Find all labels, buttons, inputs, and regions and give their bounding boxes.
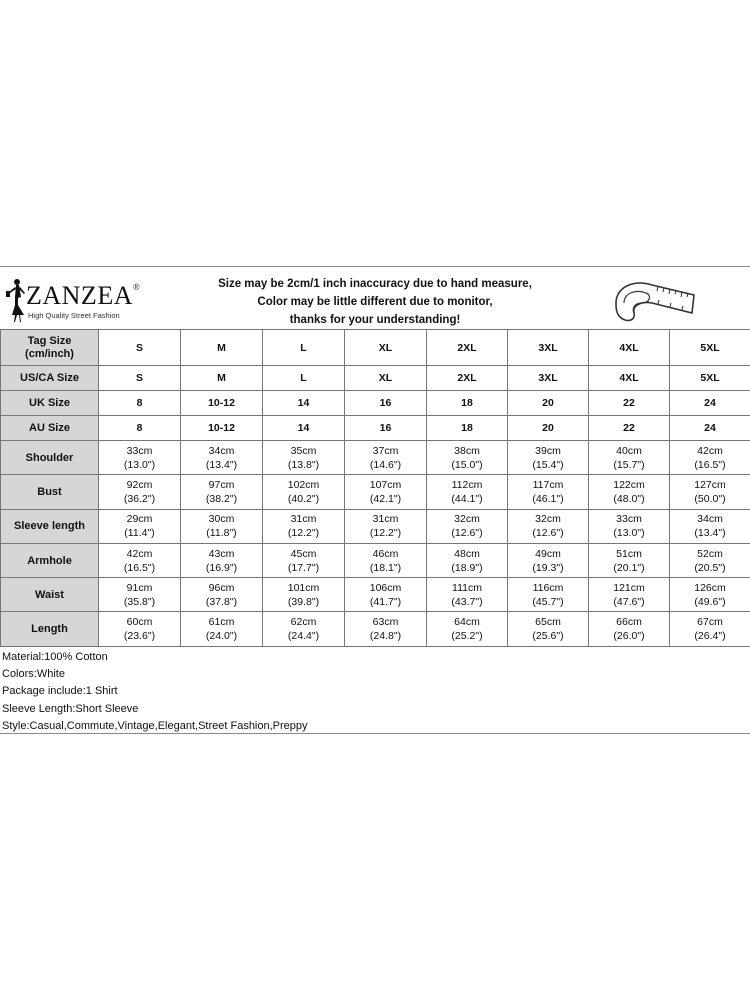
cm-value: 116cm bbox=[532, 581, 564, 594]
cm-value: 60cm bbox=[126, 616, 153, 629]
table-cell bbox=[589, 612, 670, 646]
table-cell bbox=[427, 509, 508, 543]
table-cell bbox=[99, 543, 181, 577]
cm-value: 33cm bbox=[616, 513, 642, 526]
cm-value: 33cm bbox=[126, 444, 153, 457]
table-cell bbox=[427, 475, 508, 509]
table-cell bbox=[589, 509, 670, 543]
table-cell: 5XL bbox=[670, 366, 750, 391]
cm-value: 39cm bbox=[535, 444, 561, 457]
inch-value: (15.4") bbox=[532, 458, 564, 471]
inch-value: (26.0") bbox=[613, 630, 645, 643]
cm-value: 31cm bbox=[372, 513, 399, 526]
cm-value: 122cm bbox=[613, 478, 645, 491]
cm-value: 101cm bbox=[287, 581, 320, 594]
table-cell: 20 bbox=[508, 391, 589, 416]
table-row bbox=[1, 416, 750, 441]
size-cell: 4XL bbox=[589, 330, 670, 366]
table-cell bbox=[508, 543, 589, 577]
cm-value: 65cm bbox=[535, 616, 561, 629]
measuring-tape-icon bbox=[612, 273, 698, 325]
info-line: Material:100% Cotton bbox=[2, 651, 108, 663]
table-cell: 8 bbox=[99, 391, 181, 416]
inch-value: (40.2") bbox=[287, 492, 320, 505]
info-line: Colors:White bbox=[2, 668, 65, 681]
inch-value: (12.6") bbox=[532, 527, 564, 540]
info-line: Style:Casual,Commute,Vintage,Elegant,Street Fashion,Preppy bbox=[2, 719, 308, 732]
note-line: Size may be 2cm/1 inch inaccuracy due to hand measure, bbox=[218, 278, 532, 290]
table-cell bbox=[345, 441, 427, 475]
table-cell: 8 bbox=[99, 416, 181, 441]
table-cell: L bbox=[263, 366, 345, 391]
inch-value: (24.4") bbox=[287, 630, 320, 643]
inch-value: (14.6") bbox=[369, 458, 402, 471]
header-label: Tag Size bbox=[27, 334, 72, 347]
size-cell: S bbox=[99, 330, 181, 366]
table-cell bbox=[589, 475, 670, 509]
inch-value: (19.3") bbox=[532, 561, 564, 574]
table-cell: 14 bbox=[263, 391, 345, 416]
table-cell bbox=[670, 475, 750, 509]
inch-value: (24.0") bbox=[205, 630, 238, 643]
table-cell bbox=[508, 441, 589, 475]
table-cell: M bbox=[181, 366, 263, 391]
row-header: Bust bbox=[1, 475, 99, 509]
size-cell: XL bbox=[345, 330, 427, 366]
table-cell bbox=[99, 612, 181, 646]
inch-value: (20.1") bbox=[613, 561, 645, 574]
table-cell bbox=[99, 509, 181, 543]
inch-value: (13.8") bbox=[287, 458, 320, 471]
row-header: Shoulder bbox=[1, 441, 99, 475]
inch-value: (46.1") bbox=[532, 492, 564, 505]
chart-header bbox=[0, 267, 750, 329]
inch-value: (25.2") bbox=[451, 630, 483, 643]
size-cell: 3XL bbox=[508, 330, 589, 366]
table-cell bbox=[99, 441, 181, 475]
inch-value: (35.8") bbox=[123, 595, 156, 608]
inch-value: (15.0") bbox=[451, 458, 483, 471]
cm-value: 92cm bbox=[126, 478, 153, 491]
table-cell bbox=[589, 578, 670, 612]
inch-value: (16.5") bbox=[123, 561, 156, 574]
cm-value: 126cm bbox=[694, 581, 726, 594]
size-cell: M bbox=[181, 330, 263, 366]
cm-value: 106cm bbox=[369, 581, 402, 594]
inch-value: (39.8") bbox=[287, 595, 320, 608]
inch-value: (11.4") bbox=[124, 527, 155, 540]
table-cell: 14 bbox=[263, 416, 345, 441]
table-row bbox=[1, 612, 750, 646]
inch-value: (23.6") bbox=[123, 630, 156, 643]
table-cell: 18 bbox=[427, 416, 508, 441]
table-row bbox=[1, 441, 750, 475]
cm-value: 40cm bbox=[616, 444, 642, 457]
table-cell bbox=[589, 441, 670, 475]
cm-value: 112cm bbox=[451, 478, 483, 491]
cm-value: 42cm bbox=[697, 444, 723, 457]
inch-value: (15.7") bbox=[613, 458, 645, 471]
header-label-unit: (cm/inch) bbox=[25, 347, 74, 360]
table-cell: 18 bbox=[427, 391, 508, 416]
info-line: Package include:1 Shirt bbox=[2, 685, 118, 698]
inch-value: (20.5") bbox=[694, 561, 726, 574]
cm-value: 63cm bbox=[372, 616, 399, 629]
cm-value: 61cm bbox=[208, 616, 235, 629]
table-cell: 2XL bbox=[427, 366, 508, 391]
brand-logo bbox=[4, 273, 144, 325]
table-cell bbox=[99, 578, 181, 612]
table-cell bbox=[427, 441, 508, 475]
cm-value: 64cm bbox=[454, 616, 480, 629]
inch-value: (12.2") bbox=[287, 527, 320, 540]
inch-value: (12.2") bbox=[369, 527, 402, 540]
table-cell bbox=[181, 543, 263, 577]
cm-value: 121cm bbox=[613, 581, 645, 594]
row-header: Armhole bbox=[1, 543, 99, 577]
table-row bbox=[1, 330, 750, 366]
inch-value: (13.0") bbox=[123, 458, 156, 471]
measurement-notes bbox=[170, 275, 580, 329]
cm-value: 35cm bbox=[290, 444, 317, 457]
table-cell bbox=[508, 475, 589, 509]
inch-value: (13.0") bbox=[613, 527, 645, 540]
table-cell: 16 bbox=[345, 416, 427, 441]
inch-value: (11.8") bbox=[206, 527, 237, 540]
table-cell bbox=[263, 612, 345, 646]
inch-value: (36.2") bbox=[123, 492, 156, 505]
table-cell bbox=[427, 612, 508, 646]
brand-name: ZANZEA® bbox=[26, 281, 141, 310]
row-header: UK Size bbox=[1, 391, 99, 416]
table-cell bbox=[181, 612, 263, 646]
table-cell bbox=[263, 578, 345, 612]
cm-value: 34cm bbox=[697, 513, 723, 526]
inch-value: (24.8") bbox=[369, 630, 402, 643]
cm-value: 96cm bbox=[208, 581, 235, 594]
table-row bbox=[1, 543, 750, 577]
cm-value: 46cm bbox=[372, 547, 399, 560]
inch-value: (13.4") bbox=[205, 458, 238, 471]
size-cell: 5XL bbox=[670, 330, 750, 366]
table-cell bbox=[263, 509, 345, 543]
size-cell: 2XL bbox=[427, 330, 508, 366]
table-cell bbox=[670, 509, 750, 543]
table-cell bbox=[181, 475, 263, 509]
cm-value: 32cm bbox=[535, 513, 561, 526]
cm-value: 45cm bbox=[290, 547, 317, 560]
table-cell bbox=[670, 543, 750, 577]
cm-value: 66cm bbox=[616, 616, 642, 629]
inch-value: (44.1") bbox=[451, 492, 483, 505]
cm-value: 117cm bbox=[532, 478, 564, 491]
table-cell: S bbox=[99, 366, 181, 391]
inch-value: (17.7") bbox=[287, 561, 320, 574]
inch-value: (37.8") bbox=[205, 595, 238, 608]
table-cell bbox=[263, 543, 345, 577]
table-cell bbox=[427, 543, 508, 577]
table-cell bbox=[263, 475, 345, 509]
table-cell: 3XL bbox=[508, 366, 589, 391]
note-line: Color may be little different due to monitor, bbox=[257, 296, 493, 308]
inch-value: (47.6") bbox=[613, 595, 645, 608]
table-cell: 22 bbox=[589, 416, 670, 441]
cm-value: 51cm bbox=[616, 547, 642, 560]
product-info bbox=[0, 649, 750, 735]
table-cell bbox=[670, 441, 750, 475]
inch-value: (16.9") bbox=[205, 561, 238, 574]
cm-value: 49cm bbox=[535, 547, 561, 560]
size-table bbox=[0, 329, 750, 647]
inch-value: (50.0") bbox=[694, 492, 726, 505]
table-cell: 24 bbox=[670, 416, 750, 441]
cm-value: 62cm bbox=[290, 616, 317, 629]
table-cell bbox=[345, 509, 427, 543]
inch-value: (26.4") bbox=[694, 630, 726, 643]
inch-value: (12.6") bbox=[451, 527, 483, 540]
cm-value: 37cm bbox=[372, 444, 399, 457]
row-header bbox=[1, 330, 99, 366]
cm-value: 67cm bbox=[697, 616, 723, 629]
row-header: US/CA Size bbox=[1, 366, 99, 391]
table-cell: 10-12 bbox=[181, 391, 263, 416]
table-cell: 24 bbox=[670, 391, 750, 416]
table-cell bbox=[99, 475, 181, 509]
table-cell: 16 bbox=[345, 391, 427, 416]
cm-value: 48cm bbox=[454, 547, 480, 560]
table-cell bbox=[263, 441, 345, 475]
cm-value: 30cm bbox=[208, 513, 235, 526]
table-cell bbox=[427, 578, 508, 612]
inch-value: (41.7") bbox=[369, 595, 402, 608]
table-cell bbox=[181, 578, 263, 612]
inch-value: (48.0") bbox=[613, 492, 645, 505]
note-line: thanks for your understanding! bbox=[289, 314, 461, 326]
row-header: Sleeve length bbox=[1, 509, 99, 543]
table-cell bbox=[670, 612, 750, 646]
table-row bbox=[1, 366, 750, 391]
inch-value: (13.4") bbox=[694, 527, 726, 540]
cm-value: 97cm bbox=[208, 478, 235, 491]
cm-value: 29cm bbox=[126, 513, 153, 526]
row-header: Waist bbox=[1, 578, 99, 612]
cm-value: 32cm bbox=[454, 513, 480, 526]
cm-value: 127cm bbox=[694, 478, 726, 491]
row-header: Length bbox=[1, 612, 99, 646]
table-cell bbox=[345, 612, 427, 646]
table-row bbox=[1, 391, 750, 416]
info-line: Sleeve Length:Short Sleeve bbox=[2, 702, 139, 715]
row-header: AU Size bbox=[1, 416, 99, 441]
table-cell: 20 bbox=[508, 416, 589, 441]
table-cell: 10-12 bbox=[181, 416, 263, 441]
table-cell: 22 bbox=[589, 391, 670, 416]
table-cell bbox=[589, 543, 670, 577]
table-cell bbox=[181, 509, 263, 543]
table-row bbox=[1, 475, 750, 509]
table-cell bbox=[508, 578, 589, 612]
table-cell bbox=[181, 441, 263, 475]
table-row bbox=[1, 578, 750, 612]
table-cell bbox=[670, 578, 750, 612]
size-cell: L bbox=[263, 330, 345, 366]
woman-silhouette-icon bbox=[4, 277, 26, 323]
table-cell: 4XL bbox=[589, 366, 670, 391]
cm-value: 107cm bbox=[369, 478, 402, 491]
inch-value: (18.9") bbox=[451, 561, 483, 574]
cm-value: 102cm bbox=[287, 478, 320, 491]
table-row bbox=[1, 509, 750, 543]
cm-value: 52cm bbox=[697, 547, 723, 560]
cm-value: 38cm bbox=[454, 444, 480, 457]
table-cell bbox=[345, 578, 427, 612]
brand-tagline: High Quality Street Fashion bbox=[28, 311, 120, 320]
inch-value: (16.5") bbox=[694, 458, 726, 471]
cm-value: 31cm bbox=[290, 513, 317, 526]
cm-value: 42cm bbox=[126, 547, 153, 560]
inch-value: (43.7") bbox=[451, 595, 483, 608]
cm-value: 111cm bbox=[452, 581, 482, 594]
inch-value: (45.7") bbox=[532, 595, 564, 608]
cm-value: 91cm bbox=[126, 581, 153, 594]
inch-value: (18.1") bbox=[369, 561, 402, 574]
table-cell bbox=[345, 543, 427, 577]
size-chart bbox=[0, 266, 750, 734]
inch-value: (38.2") bbox=[205, 492, 238, 505]
inch-value: (42.1") bbox=[369, 492, 402, 505]
cm-value: 34cm bbox=[208, 444, 235, 457]
inch-value: (25.6") bbox=[532, 630, 564, 643]
table-cell: XL bbox=[345, 366, 427, 391]
table-cell bbox=[508, 612, 589, 646]
cm-value: 43cm bbox=[208, 547, 235, 560]
inch-value: (49.6") bbox=[694, 595, 726, 608]
table-cell bbox=[345, 475, 427, 509]
table-cell bbox=[508, 509, 589, 543]
